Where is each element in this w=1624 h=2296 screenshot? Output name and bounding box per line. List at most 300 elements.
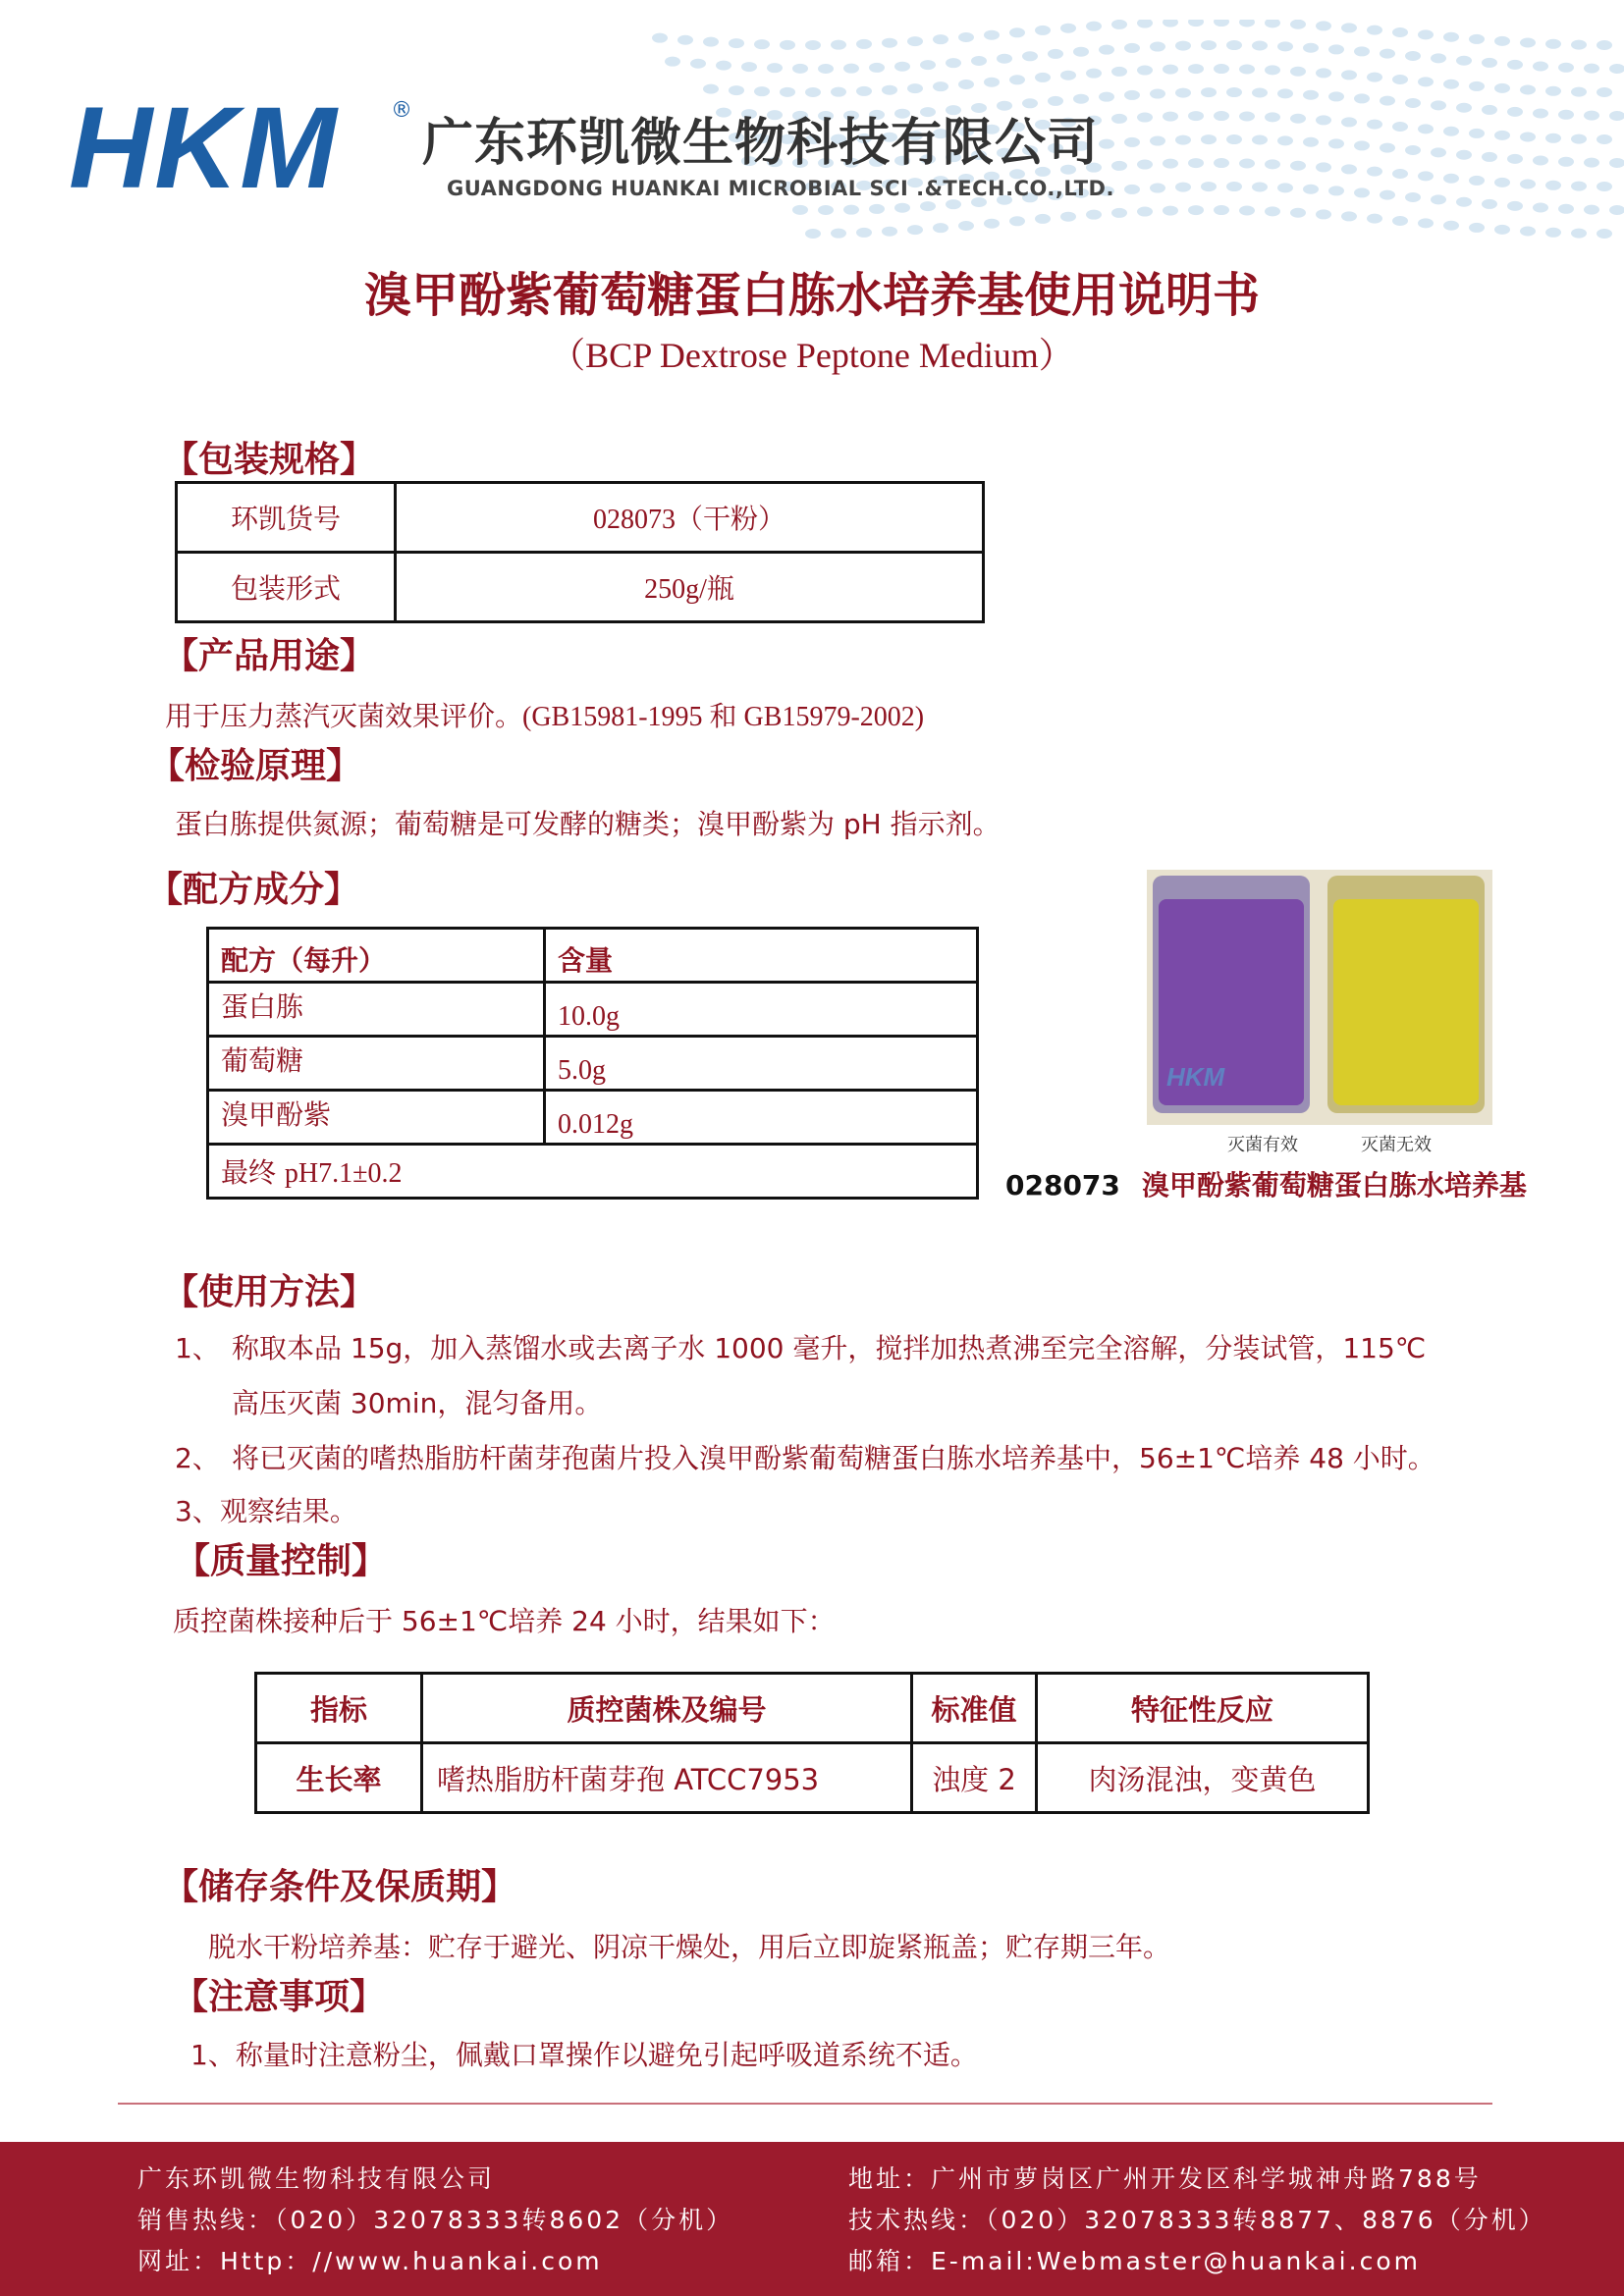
- decorative-dot: [1239, 158, 1255, 168]
- decorative-dot: [1009, 75, 1025, 84]
- decorative-dot: [1520, 85, 1536, 95]
- decorative-dot: [907, 225, 923, 235]
- section-heading-packaging: 【包装规格】: [163, 440, 376, 480]
- qc-cell: 嗜热脂肪杆菌芽孢 ATCC7953: [422, 1743, 912, 1813]
- decorative-dot: [1443, 221, 1459, 231]
- decorative-dot: [1545, 133, 1561, 143]
- decorative-dot: [1124, 90, 1140, 100]
- decorative-dot: [1558, 63, 1574, 73]
- decorative-dot: [843, 64, 859, 74]
- decorative-dot: [1469, 34, 1485, 44]
- decorative-dot: [1405, 51, 1421, 61]
- decorative-dot: [1367, 214, 1382, 224]
- final-ph-value: pH7.1±0.2: [284, 1158, 403, 1189]
- decorative-dot: [984, 219, 1000, 229]
- footer-email[interactable]: 邮箱：E-mail:Webmaster@huankai.com: [848, 2247, 1421, 2275]
- decorative-dot: [1111, 161, 1127, 171]
- decorative-dot: [1150, 42, 1165, 52]
- decorative-dot: [1443, 32, 1459, 42]
- decorative-dot: [1201, 134, 1217, 144]
- decorative-dot: [1584, 158, 1599, 168]
- decorative-dot: [1418, 218, 1434, 228]
- decorative-dot: [933, 223, 948, 233]
- decorative-dot: [1418, 171, 1434, 181]
- decorative-dot: [1558, 204, 1574, 214]
- section-heading-method: 【使用方法】: [163, 1272, 376, 1312]
- decorative-dot: [894, 203, 910, 213]
- decorative-dot: [856, 228, 872, 238]
- method-step3: 3、观察结果。: [175, 1495, 357, 1527]
- decorative-dot: [1456, 103, 1472, 113]
- qc-intro: 质控菌株接种后于 56±1℃培养 24 小时，结果如下：: [173, 1605, 836, 1637]
- decorative-dot: [894, 62, 910, 72]
- decorative-dot: [754, 39, 770, 49]
- decorative-dot: [1482, 58, 1497, 68]
- usage-standards: (GB15981-1995 和 GB15979-2002): [522, 702, 925, 732]
- decorative-dot: [946, 199, 961, 209]
- table-row: [177, 553, 984, 622]
- decorative-dot: [716, 61, 731, 71]
- decorative-dot: [1060, 212, 1076, 222]
- decorative-dot: [1533, 156, 1548, 166]
- decorative-dot: [1316, 162, 1331, 172]
- decorative-dot: [933, 34, 948, 44]
- decorative-dot: [1609, 158, 1624, 168]
- decorative-dot: [1035, 73, 1051, 82]
- decorative-dot: [1380, 49, 1395, 59]
- decorative-dot: [1073, 47, 1089, 57]
- decorative-dot: [1354, 93, 1370, 103]
- decorative-dot: [1354, 140, 1370, 150]
- decorative-dot: [1175, 41, 1191, 51]
- decorative-dot: [1482, 105, 1497, 115]
- photo-caption: [1005, 1164, 1527, 1203]
- decorative-dot: [1367, 26, 1382, 35]
- qc-cell: 生长率: [256, 1743, 422, 1813]
- decorative-dot: [1316, 21, 1331, 30]
- decorative-dot: [805, 87, 821, 97]
- decorative-dot: [1226, 182, 1242, 191]
- decorative-dot: [1239, 205, 1255, 215]
- decorative-dot: [831, 40, 846, 50]
- decorative-dot: [1597, 87, 1612, 97]
- decorative-dot: [1469, 223, 1485, 233]
- usage-text-cn: 用于压力蒸汽灭菌效果评价。: [165, 700, 523, 732]
- decorative-dot: [1022, 51, 1038, 61]
- decorative-dot: [1124, 185, 1140, 194]
- footer-divider: [118, 2103, 1492, 2105]
- decorative-dot: [1380, 96, 1395, 106]
- decorative-dot: [1405, 98, 1421, 108]
- decorative-dot: [1354, 187, 1370, 197]
- decorative-dot: [882, 227, 897, 237]
- decorative-dot: [1494, 131, 1510, 140]
- decorative-dot: [1520, 180, 1536, 189]
- decorative-dot: [1328, 91, 1344, 101]
- decorative-dot: [1392, 169, 1408, 179]
- qc-header: 指标: [256, 1674, 422, 1743]
- decorative-dot: [1163, 112, 1178, 122]
- decorative-dot: [831, 229, 846, 239]
- decorative-dot: [1214, 20, 1229, 27]
- decorative-dot: [1060, 71, 1076, 80]
- decorative-dot: [1265, 206, 1280, 216]
- decorative-dot: [1099, 92, 1114, 102]
- decorative-dot: [1150, 89, 1165, 99]
- decorative-dot: [1341, 211, 1357, 221]
- decorative-dot: [1545, 86, 1561, 96]
- footer-address: 地址：广州市萝岗区广州开发区科学城神舟路788号: [848, 2164, 1482, 2193]
- decorative-dot: [1431, 100, 1446, 110]
- decorative-dot: [1111, 67, 1127, 77]
- decorative-dot: [958, 221, 974, 231]
- decorative-dot: [907, 83, 923, 93]
- decorative-dot: [1265, 159, 1280, 169]
- formula-header-name: 配方（每升）: [208, 929, 545, 983]
- decorative-dot: [1469, 129, 1485, 138]
- decorative-dot: [1367, 120, 1382, 130]
- decorative-dot: [1086, 69, 1102, 79]
- decorative-dot: [1163, 65, 1178, 75]
- caption-code: 028073: [1005, 1169, 1120, 1201]
- decorative-dot: [1137, 160, 1153, 170]
- footer-company: 广东环凯微生物科技有限公司: [137, 2164, 496, 2193]
- method-step1-line1: 称取本品 15g，加入蒸馏水或去离子水 1000 毫升，搅拌加热煮沸至完全溶解，分装试管，115℃: [232, 1332, 1427, 1364]
- decorative-dot: [1175, 183, 1191, 192]
- decorative-dot: [1290, 114, 1306, 124]
- decorative-dot: [1265, 65, 1280, 75]
- decorative-dot: [780, 87, 795, 97]
- qc-cell: 浊度 2: [912, 1743, 1037, 1813]
- qc-header: 标准值: [912, 1674, 1037, 1743]
- decorative-dot: [1520, 227, 1536, 237]
- footer-website[interactable]: 网址：Http：//www.huankai.com: [137, 2247, 603, 2275]
- photo-watermark-logo: HKM: [1166, 1062, 1225, 1092]
- notes-text: 1、称量时注意粉尘，佩戴口罩操作以避免引起呼吸道系统不适。: [190, 2039, 978, 2071]
- decorative-dot: [1571, 87, 1587, 97]
- decorative-dot: [792, 205, 808, 215]
- decorative-dot: [818, 205, 834, 215]
- decorative-dot: [1571, 40, 1587, 50]
- decorative-dot: [1137, 20, 1153, 28]
- section-heading-usage: 【产品用途】: [163, 636, 376, 676]
- decorative-dot: [1609, 64, 1624, 74]
- decorative-dot: [1048, 49, 1063, 59]
- decorative-dot: [1405, 145, 1421, 155]
- decorative-dot: [1099, 45, 1114, 55]
- decorative-dot: [1341, 117, 1357, 127]
- decorative-dot: [856, 86, 872, 96]
- section-heading-principle: 【检验原理】: [149, 746, 362, 786]
- decorative-dot: [729, 85, 744, 95]
- decorative-dot: [1558, 110, 1574, 120]
- decorative-dot: [1494, 225, 1510, 235]
- decorative-dot: [1086, 210, 1102, 220]
- decorative-dot: [767, 63, 783, 73]
- decorative-dot: [652, 33, 668, 43]
- decorative-dot: [1163, 20, 1178, 27]
- decorative-dot: [1405, 192, 1421, 202]
- decorative-dot: [920, 201, 936, 211]
- ingredient-name: 溴甲酚紫: [208, 1091, 545, 1145]
- decorative-dot: [1597, 40, 1612, 50]
- footer-sales-hotline: 销售热线：（020）32078333转8602（分机）: [137, 2206, 734, 2234]
- method-step-number: 2、: [175, 1442, 220, 1474]
- decorative-dot: [1290, 67, 1306, 77]
- decorative-dot: [1188, 158, 1204, 168]
- table-row: [256, 1674, 1369, 1743]
- decorative-dot: [1111, 208, 1127, 218]
- decorative-dot: [1431, 147, 1446, 157]
- decorative-dot: [1533, 62, 1548, 72]
- tube-label-effective: 灭菌有效: [1227, 1135, 1298, 1154]
- decorative-dot: [1316, 115, 1331, 125]
- decorative-dot: [1150, 136, 1165, 146]
- decorative-dot: [1137, 66, 1153, 76]
- decorative-dot: [971, 56, 987, 66]
- decorative-dot: [703, 37, 719, 47]
- decorative-dot: [1303, 185, 1319, 194]
- decorative-dot: [1392, 122, 1408, 132]
- section-heading-notes: 【注意事项】: [173, 1977, 386, 2017]
- decorative-dot: [1111, 114, 1127, 124]
- decorative-dot: [1482, 152, 1497, 162]
- decorative-dot: [1545, 181, 1561, 190]
- decorative-dot: [1431, 194, 1446, 204]
- decorative-dot: [1545, 228, 1561, 238]
- ingredient-qty: 10.0g: [545, 983, 978, 1037]
- decorative-dot: [984, 30, 1000, 40]
- formula-table: [206, 927, 979, 1200]
- decorative-dot: [1367, 167, 1382, 177]
- decorative-dot: [1558, 157, 1574, 167]
- method-step2: 将已灭菌的嗜热脂肪杆菌芽孢菌片投入溴甲酚紫葡萄糖蛋白胨水培养基中，56±1℃培养 48 小时。: [232, 1442, 1435, 1474]
- decorative-dot: [741, 62, 757, 72]
- decorative-dot: [1533, 109, 1548, 119]
- decorative-dot: [1545, 39, 1561, 49]
- decorative-dot: [1520, 38, 1536, 48]
- packaging-table: [175, 481, 985, 623]
- result-photo: [1147, 870, 1492, 1125]
- decorative-dot: [1277, 135, 1293, 145]
- decorative-dot: [1584, 64, 1599, 74]
- registered-mark: ®: [391, 98, 412, 123]
- decorative-dot: [1265, 20, 1280, 27]
- decorative-dot: [958, 32, 974, 42]
- company-name-cn: 广东环凯微生物科技有限公司: [422, 114, 1100, 173]
- decorative-dot: [1443, 174, 1459, 184]
- packaging-value: 250g/瓶: [396, 553, 984, 622]
- decorative-dot: [856, 39, 872, 49]
- decorative-dot: [1609, 205, 1624, 215]
- table-row: [208, 983, 978, 1037]
- table-row: [208, 1145, 978, 1199]
- qc-table: [254, 1672, 1370, 1814]
- decorative-dot: [1175, 88, 1191, 98]
- decorative-dot: [1124, 43, 1140, 53]
- storage-text: 脱水干粉培养基：贮存于避光、阴凉干燥处，用后立即旋紧瓶盖；贮存期三年。: [208, 1931, 1171, 1963]
- decorative-dot: [703, 84, 719, 94]
- decorative-dot: [1035, 214, 1051, 224]
- decorative-dot: [1009, 27, 1025, 37]
- ingredient-qty: 5.0g: [545, 1037, 978, 1091]
- decorative-dot: [677, 35, 693, 45]
- decorative-dot: [1252, 87, 1268, 97]
- decorative-dot: [1482, 199, 1497, 209]
- footer-tech-hotline: 技术热线：（020）32078333转8877、8876（分机）: [848, 2206, 1546, 2234]
- table-row: [208, 1037, 978, 1091]
- decorative-dot: [1507, 154, 1523, 164]
- decorative-dot: [1341, 164, 1357, 174]
- decorative-dot: [1443, 80, 1459, 89]
- decorative-dot: [1290, 208, 1306, 218]
- decorative-dot: [1507, 107, 1523, 117]
- decorative-dot: [1341, 23, 1357, 32]
- decorative-dot: [1456, 150, 1472, 160]
- decorative-dot: [1418, 124, 1434, 133]
- decorative-dot: [1201, 182, 1217, 191]
- yellow-tube-liquid: [1333, 899, 1479, 1105]
- decorative-dot: [1188, 111, 1204, 121]
- decorative-dot: [1150, 184, 1165, 193]
- decorative-dot: [1456, 56, 1472, 66]
- table-row: [208, 929, 978, 983]
- decorative-dot: [984, 78, 1000, 87]
- decorative-dot: [1507, 60, 1523, 70]
- decorative-dot: [754, 86, 770, 96]
- decorative-dot: [780, 40, 795, 50]
- decorative-dot: [1328, 186, 1344, 195]
- decorative-dot: [1316, 68, 1331, 78]
- document-title: 溴甲酚紫葡萄糖蛋白胨水培养基使用说明书: [363, 268, 1260, 323]
- final-ph: [208, 1145, 978, 1199]
- table-row: [256, 1743, 1369, 1813]
- decorative-dot: [1597, 134, 1612, 144]
- decorative-dot: [1367, 73, 1382, 82]
- decorative-dot: [805, 40, 821, 50]
- decorative-dot: [818, 64, 834, 74]
- section-heading-qc: 【质量控制】: [175, 1541, 388, 1581]
- usage-text: [165, 695, 924, 734]
- decorative-dot: [1111, 20, 1127, 29]
- decorative-dot: [1175, 135, 1191, 145]
- decorative-dot: [1328, 44, 1344, 54]
- decorative-dot: [1597, 182, 1612, 191]
- packaging-label: 包装形式: [177, 553, 396, 622]
- decorative-dot: [1494, 178, 1510, 187]
- packaging-value: 028073（干粉）: [396, 483, 984, 553]
- table-row: [177, 483, 984, 553]
- tube-illustration: [1147, 870, 1492, 1125]
- decorative-dot: [1533, 203, 1548, 213]
- decorative-dot: [729, 38, 744, 48]
- section-heading-storage: 【储存条件及保质期】: [163, 1867, 517, 1907]
- decorative-dot: [1226, 134, 1242, 144]
- qc-header: 质控菌株及编号: [422, 1674, 912, 1743]
- decorative-dot: [1239, 64, 1255, 74]
- decorative-dot: [1239, 20, 1255, 27]
- decorative-dot: [1469, 81, 1485, 91]
- decorative-dot: [1265, 112, 1280, 122]
- decorative-dot: [1252, 40, 1268, 50]
- decorative-dot: [831, 87, 846, 97]
- decorative-dot: [1188, 205, 1204, 215]
- ingredient-name: 蛋白胨: [208, 983, 545, 1037]
- decorative-dot: [1456, 197, 1472, 207]
- decorative-dot: [882, 85, 897, 95]
- decorative-dot: [1584, 111, 1599, 121]
- decorative-dot: [882, 38, 897, 48]
- decorative-dot: [1239, 111, 1255, 121]
- decorative-dot: [1571, 182, 1587, 191]
- document-subtitle: （BCP Dextrose Peptone Medium）: [550, 336, 1074, 375]
- decorative-dot: [690, 59, 706, 69]
- decorative-dot: [1252, 134, 1268, 144]
- decorative-dot: [1418, 77, 1434, 86]
- decorative-dot: [1226, 40, 1242, 50]
- hkm-logo: [69, 83, 339, 213]
- decorative-dot: [1035, 26, 1051, 35]
- decorative-dot: [907, 36, 923, 46]
- decorative-dot: [1009, 216, 1025, 226]
- decorative-dot: [1290, 161, 1306, 171]
- decorative-dot: [1303, 137, 1319, 147]
- decorative-dot: [1214, 64, 1229, 74]
- decorative-dot: [1328, 138, 1344, 148]
- decorative-dot: [1392, 75, 1408, 84]
- decorative-dot: [1099, 139, 1114, 149]
- ingredient-name: 葡萄糖: [208, 1037, 545, 1091]
- decorative-dot: [1188, 20, 1204, 27]
- decorative-dot: [946, 58, 961, 68]
- decorative-dot: [997, 54, 1012, 64]
- decorative-dot: [1418, 29, 1434, 39]
- decorative-dot: [1137, 207, 1153, 217]
- method-step-number: 1、: [175, 1332, 220, 1364]
- decorative-dot: [1392, 27, 1408, 37]
- decorative-dot: [1201, 87, 1217, 97]
- decorative-dot: [843, 205, 859, 215]
- decorative-dot: [1380, 143, 1395, 153]
- decorative-dot: [1443, 127, 1459, 136]
- decorative-dot: [1609, 111, 1624, 121]
- decorative-dot: [1571, 134, 1587, 144]
- decorative-dot: [1214, 205, 1229, 215]
- decorative-dot: [1060, 24, 1076, 33]
- decorative-dot: [1431, 53, 1446, 63]
- method-step1-line2: 高压灭菌 30min，混匀备用。: [232, 1387, 603, 1419]
- decorative-dot: [1494, 83, 1510, 93]
- decorative-dot: [1226, 87, 1242, 97]
- decorative-dot: [958, 80, 974, 89]
- decorative-dot: [805, 229, 821, 239]
- decorative-dot: [1277, 183, 1293, 192]
- decorative-dot: [1380, 190, 1395, 200]
- logo-text: HKM: [69, 83, 339, 213]
- decorative-dot: [1277, 88, 1293, 98]
- decorative-dot: [1354, 46, 1370, 56]
- decorative-dot: [1469, 176, 1485, 186]
- decorative-dot: [1290, 20, 1306, 29]
- footer: [0, 2142, 1624, 2296]
- decorative-dot: [665, 57, 680, 67]
- caption-name: 溴甲酚紫葡萄糖蛋白胨水培养基: [1141, 1169, 1527, 1201]
- packaging-label: 环凯货号: [177, 483, 396, 553]
- decorative-dot: [1341, 70, 1357, 80]
- decorative-dot: [792, 64, 808, 74]
- decorative-dot: [1584, 205, 1599, 215]
- decorative-dot: [1188, 64, 1204, 74]
